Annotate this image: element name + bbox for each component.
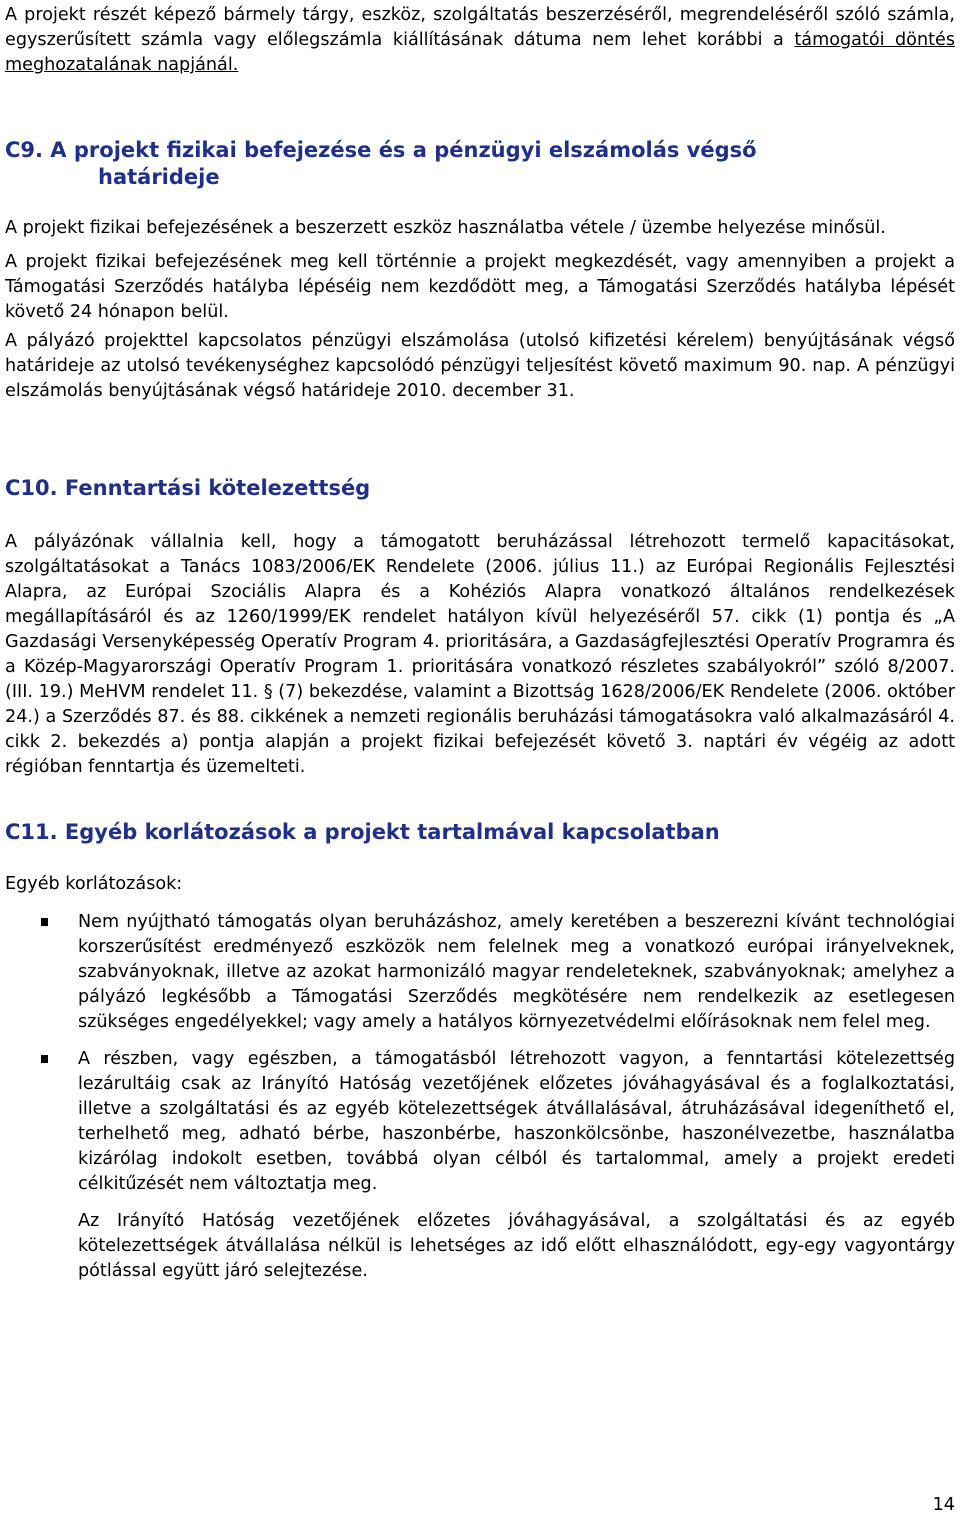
- list-item-text: A részben, vagy egészben, a támogatásból létrehozott vagyon, a fenntartási kötelezettség lezárultáig csak az Irányító Hatóság vezetőjének előzetes jóváhagyásával és a foglalkoztatási, illetve a szolgáltatási és az egyéb kötelezettségek átvállalásával, átruházásával idegeníthető el, terhelhető meg, adható bérbe, haszonbérbe, haszonkölcsönbe, haszonélvezetbe, használatba kizárólag indokolt esetben, továbbá olyan célból és tartalommal, amely a projekt eredeti célkitűzését nem változtatja meg.: [78, 1049, 955, 1194]
- c9-heading: [5, 137, 955, 191]
- c11-note-paragraph: Az Irányító Hatóság vezetőjének előzetes jóváhagyásával, a szolgáltatási és az egyéb kötelezettségek átvállalása nélkül is lehetséges az idő előtt elhasználódott, egy-egy vagyontárgy pótlással együtt járó selejtezése.: [78, 1211, 955, 1281]
- c9-paragraph-3: A pályázó projekttel kapcsolatos pénzügyi elszámolása (utolsó kifizetési kérelem) benyújtásának végső határideje az utolsó tevékenységhez kapcsolódó pénzügyi teljesítést követő maximum 90. nap. A pénzügyi elszámolás benyújtásának végső határideje 2010. december 31.: [5, 331, 955, 401]
- document-page: [5, 0, 955, 1284]
- c11-bullet-list: [5, 910, 955, 1197]
- intro-underlined-text: támogatói döntés meghozatalának napjánál.: [5, 30, 955, 75]
- c9-paragraph-2: A projekt fizikai befejezésének meg kell történnie a projekt megkezdését, vagy amennyiben a projekt a Támogatási Szerződés hatályba lépéséig nem kezdődött meg, a Támogatási Szerződés hatályba lépését követő 24 hónapon belül.: [5, 252, 955, 322]
- square-bullet-icon: [41, 918, 48, 926]
- c9-heading-line1: C9. A projekt fizikai befejezése és a pénzügyi elszámolás végső: [5, 138, 757, 162]
- list-item: [5, 1047, 955, 1197]
- list-item: [5, 910, 955, 1035]
- c11-intro: Egyéb korlátozások:: [5, 874, 183, 894]
- intro-paragraph: [5, 3, 955, 78]
- list-item-text: Nem nyújtható támogatás olyan beruházáshoz, amely keretében a beszerezni kívánt technológiai korszerűsítést eredményező eszközök nem felelnek meg a vonatkozó európai irányelveknek, szabványoknak, illetve az azokat harmonizáló magyar rendeleteknek, szabványoknak; amelyhez a pályázó legkésőbb a Támogatási Szerződés megkötésére nem rendelkezik az esetlegesen szükséges engedélyekkel; vagy amely a hatályos környezetvédelmi előírásoknak nem felel meg.: [78, 912, 955, 1032]
- c9-paragraph-1: A projekt fizikai befejezésének a beszerzett eszköz használatba vétele / üzembe helyezése minősül.: [5, 218, 886, 238]
- square-bullet-icon: [41, 1055, 48, 1063]
- c10-heading: C10. Fenntartási kötelezettség: [5, 476, 371, 500]
- c11-heading: C11. Egyéb korlátozások a projekt tartalmával kapcsolatban: [5, 820, 720, 844]
- c9-heading-line2: határideje: [98, 165, 220, 189]
- page-number: 14: [932, 1495, 955, 1515]
- c10-paragraph: A pályázónak vállalnia kell, hogy a támogatott beruházással létrehozott termelő kapacitásokat, szolgáltatásokat a Tanács 1083/2006/EK Rendelete (2006. július 11.) az Európai Regionális Fejlesztési Alapra, az Európai Szociális Alapra és a Kohéziós Alapra vonatkozó általános rendelkezések megállapításáról és az 1260/1999/EK rendelet hatályon kívül helyezéséről 57. cikk (1) pontja és „A Gazdasági Versenyképesség Operatív Program 4. prioritására, a Gazdaságfejlesztési Operatív Programra és a Közép-Magyarországi Operatív Program 1. prioritására vonatkozó részletes szabályokról” szóló 8/2007. (III. 19.) MeHVM rendelet 11. § (7) bekezdése, valamint a Bizottság 1628/2006/EK Rendelete (2006. október 24.) a Szerződés 87. és 88. cikkének a nemzeti regionális beruházási támogatásokra való alkalmazásáról 4. cikk 2. bekezdés a) pontja alapján a projekt fizikai befejezését követő 3. naptári év végéig az adott régióban fenntartja és üzemelteti.: [5, 532, 955, 777]
- intro-text: A projekt részét képező bármely tárgy, eszköz, szolgáltatás beszerzéséről, megrendeléséről szóló számla, egyszerűsített számla vagy előlegszámla kiállításának dátuma nem lehet korábbi a: [5, 5, 955, 50]
